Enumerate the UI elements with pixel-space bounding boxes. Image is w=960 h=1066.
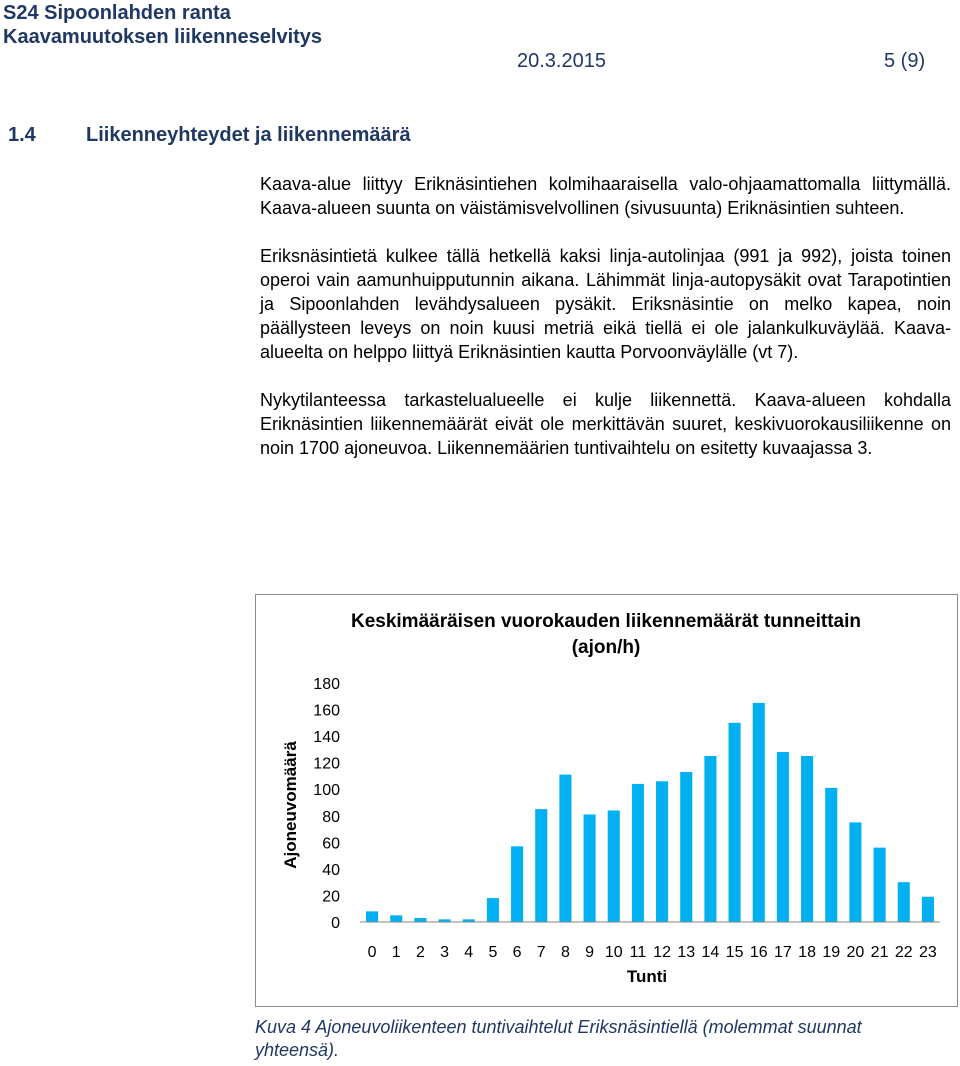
document-subtitle: Kaavamuutoksen liikenneselvitys bbox=[3, 26, 323, 48]
x-tick-label: 21 bbox=[870, 944, 889, 961]
x-tick-label: 18 bbox=[798, 944, 816, 961]
x-tick-label: 19 bbox=[822, 944, 841, 961]
x-tick-label: 17 bbox=[774, 944, 792, 961]
page-number: 5 (9) bbox=[884, 50, 926, 72]
y-tick-label: 0 bbox=[331, 915, 340, 932]
x-tick-label: 20 bbox=[846, 944, 865, 961]
bar-hour-10 bbox=[608, 810, 620, 922]
bar-hour-15 bbox=[729, 723, 741, 922]
section-heading bbox=[8, 124, 411, 147]
section-title: Liikenneyhteydet ja liikennemäärä bbox=[86, 124, 411, 146]
bar-hour-21 bbox=[874, 848, 886, 922]
chart-svg bbox=[256, 595, 957, 1006]
x-tick-label: 16 bbox=[749, 944, 768, 961]
y-tick-label: 180 bbox=[313, 676, 340, 693]
x-tick-label: 3 bbox=[440, 944, 450, 961]
y-axis-ticks bbox=[313, 676, 340, 932]
y-tick-label: 80 bbox=[322, 808, 340, 826]
bar-hour-6 bbox=[511, 846, 523, 922]
y-tick-label: 20 bbox=[322, 888, 340, 906]
bar-hour-1 bbox=[390, 915, 402, 922]
bar-hour-5 bbox=[487, 898, 499, 922]
paragraph-2: Eriksnäsintietä kulkee tällä hetkellä kaksi linja-autolinjaa (991 ja 992), joista toinen operoi vain aamunhuipputunnin aikana. Lähimmät linja-autopysäkit ovat Tarapotintien ja Sipoonlahden levähdysalueen pysäkit. Eriksnäsintie on melko kapea, noin päällysteen leveys on noin kuusi metriä eikä tiellä ei ole jalankulkuväylää. Kaava-alueelta on helppo liittyä Eriknäsintien kautta Porvoonväylälle (vt 7). bbox=[260, 246, 951, 362]
chart-bars bbox=[366, 703, 934, 922]
bar-hour-11 bbox=[632, 784, 644, 922]
bar-hour-16 bbox=[753, 703, 765, 922]
paragraph-1: Kaava-alue liittyy Eriknäsintiehen kolmihaaraisella valo-ohjaamattomalla liittymällä. Kaava-alueen suunta on väistämisvelvollinen (sivusuunta) Eriknäsintien suhteen. bbox=[260, 174, 951, 218]
x-tick-label: 4 bbox=[464, 944, 474, 961]
y-tick-label: 160 bbox=[313, 702, 340, 720]
x-tick-label: 14 bbox=[701, 944, 720, 961]
x-tick-label: 23 bbox=[919, 944, 937, 961]
x-tick-label: 2 bbox=[415, 944, 425, 961]
bar-hour-22 bbox=[898, 882, 910, 922]
bar-hour-2 bbox=[414, 918, 426, 922]
x-tick-label: 0 bbox=[367, 944, 377, 961]
x-tick-label: 9 bbox=[585, 944, 595, 961]
y-tick-label: 100 bbox=[313, 782, 340, 800]
bar-hour-0 bbox=[366, 911, 378, 922]
x-tick-label: 11 bbox=[629, 944, 647, 961]
x-tick-label: 6 bbox=[512, 944, 522, 961]
document-date: 20.3.2015 bbox=[517, 50, 606, 72]
x-tick-label: 13 bbox=[677, 944, 696, 961]
bar-hour-23 bbox=[922, 897, 934, 922]
y-tick-label: 120 bbox=[313, 755, 340, 773]
chart-title: Keskimääräisen vuorokauden liikennemäärät tunneittain (ajon/h) bbox=[350, 611, 862, 658]
bar-hour-14 bbox=[704, 756, 716, 922]
figure-caption: Kuva 4 Ajoneuvoliikenteen tuntivaihtelut Eriksnäsintiellä (molemmat suunnat yhteensä). bbox=[255, 1017, 862, 1060]
paragraph-3: Nykytilanteessa tarkastelualueelle ei kulje liikennettä. Kaava-alueen kohdalla Eriknäsintien liikennemäärät eivät ole merkittävän suuret, keskivuorokausiliikenne on noin 1700 ajoneuvoa. Liikennemäärien tuntivaihtelu on esitetty kuvaajassa 3. bbox=[260, 390, 951, 458]
x-tick-label: 7 bbox=[536, 944, 546, 961]
bar-hour-19 bbox=[825, 788, 837, 922]
y-tick-label: 60 bbox=[322, 835, 340, 853]
bar-hour-9 bbox=[584, 814, 596, 922]
chart-x-axis-label: Tunti bbox=[626, 967, 668, 986]
bar-hour-8 bbox=[559, 775, 571, 922]
bar-hour-17 bbox=[777, 752, 789, 922]
bar-hour-20 bbox=[849, 822, 861, 922]
bar-hour-12 bbox=[656, 781, 668, 922]
x-tick-label: 8 bbox=[560, 944, 570, 961]
x-tick-label: 1 bbox=[391, 944, 401, 961]
traffic-chart bbox=[255, 594, 958, 1007]
x-tick-label: 12 bbox=[653, 944, 671, 961]
x-tick-label: 10 bbox=[604, 944, 623, 961]
x-tick-label: 15 bbox=[725, 944, 744, 961]
document-title: S24 Sipoonlahden ranta bbox=[3, 2, 231, 24]
bar-hour-7 bbox=[535, 809, 547, 922]
bar-hour-13 bbox=[680, 772, 692, 922]
x-tick-label: 22 bbox=[894, 944, 913, 961]
bar-hour-18 bbox=[801, 756, 813, 922]
x-tick-label: 5 bbox=[488, 944, 498, 961]
y-tick-label: 40 bbox=[322, 861, 340, 879]
x-axis-ticks bbox=[368, 944, 937, 961]
section-number: 1.4 bbox=[8, 124, 36, 146]
chart-y-axis-label: Ajoneuvomäärä bbox=[281, 741, 300, 869]
y-tick-label: 140 bbox=[313, 729, 340, 747]
body-text bbox=[260, 172, 951, 484]
